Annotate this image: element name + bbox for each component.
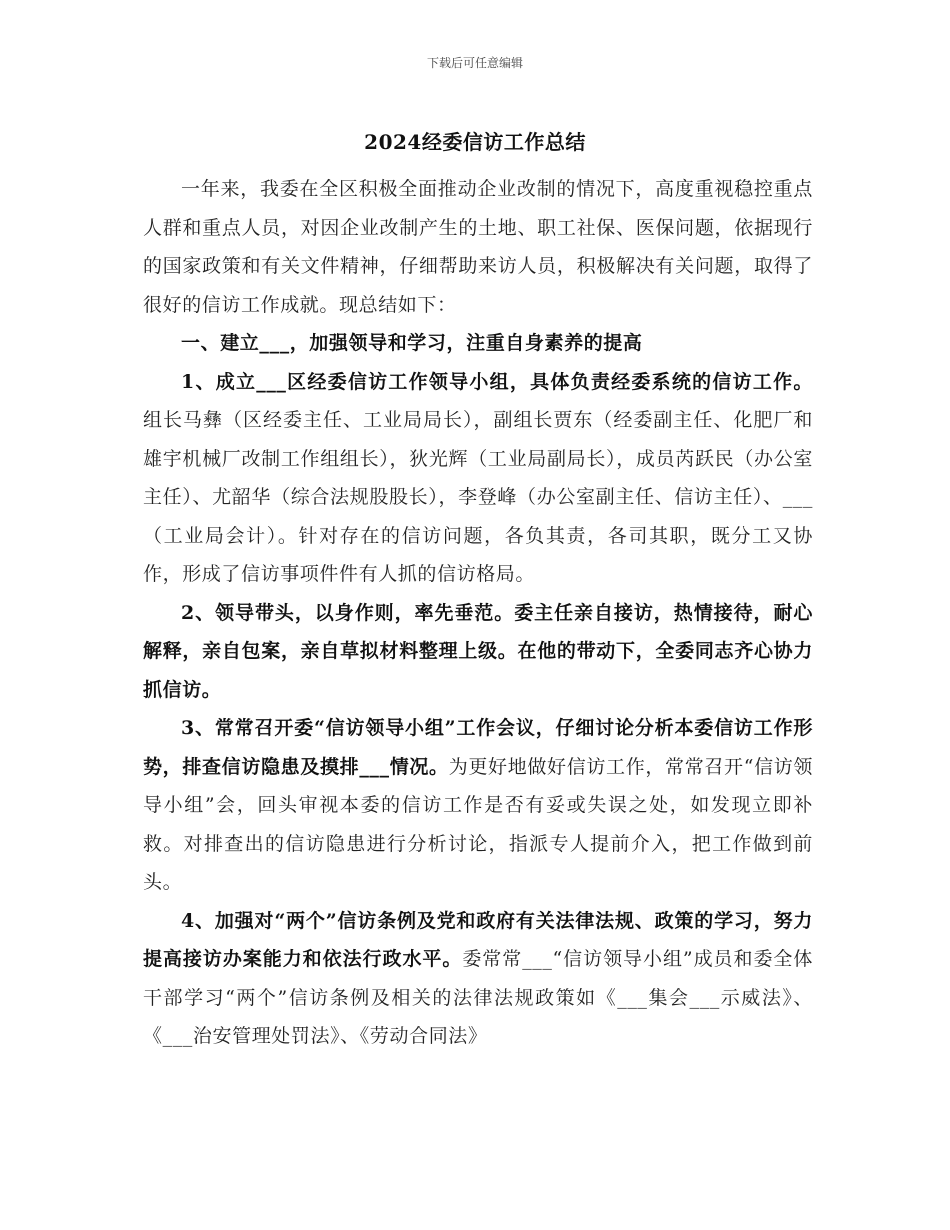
paragraph-3-body: 为更好地做好信访工作，常常召开“信访领导小组”会，回头审视本委的信访工作是否有妥或失误之处，如发现立即补救。对排查出的信访隐患进行分析讨论，指派专人提前介入，把工作做到前头。 xyxy=(143,755,814,893)
paragraph-4-body: 委常常___“信访领导小组”成员和委全体干部学习“两个”信访条例及相关的法律法规政策如《___集会___示威法》、《___治安管理处罚法》、《劳动合同法》 xyxy=(143,948,813,1047)
paragraph-1-body: 组长马彝（区经委主任、工业局局长），副组长贾东（经委副主任、化肥厂和雄宇机械厂改制工作组组长），狄光辉（工业局副局长），成员芮跃民（办公室主任）、尤韶华（综合法规股股长），李登峰（办公室副主任、信访主任）、___（工业局会计）。针对存在的信访问题，各负其责，各司其职，既分工又协作，形成了信访事项件件有人抓的信访格局。 xyxy=(143,409,813,585)
header-note: 下载后可任意编辑 xyxy=(426,56,523,70)
paragraph-4 xyxy=(143,902,813,1056)
intro-paragraph: 一年来，我委在全区积极全面推动企业改制的情况下，高度重视稳控重点人群和重点人员，对因企业改制产生的土地、职工社保、医保问题，依据现行的国家政策和有关文件精神，仔细帮助来访人员，积极解决有关问题，取得了很好的信访工作成就。现总结如下： xyxy=(143,178,813,316)
document-body xyxy=(143,170,813,1056)
paragraph-4-lead: 4、加强对“两个”信访条例及党和政府有关法律法规、政策的学习，努力提高接访办案能力和依法行政水平。 xyxy=(143,909,813,970)
paragraph-3 xyxy=(143,709,813,902)
paragraph-3-lead: 3、常常召开委“信访领导小组”工作会议，仔细讨论分析本委信访工作形势，排查信访隐患及摸排___情况。 xyxy=(143,717,813,778)
paragraph-2-lead: 2、领导带头，以身作则，率先垂范。委主任亲自接访，热情接待，耐心解释，亲自包案，亲自草拟材料整理上级。在他的带动下，全委同志齐心协力抓信访。 xyxy=(143,601,813,701)
section-heading: 一、建立___，加强领导和学习，注重自身素养的提高 xyxy=(181,332,643,354)
paragraph-2 xyxy=(143,594,813,710)
paragraph-1-lead: 1、成立___区经委信访工作领导小组，具体负责经委系统的信访工作。 xyxy=(181,370,813,393)
document-title: 2024经委信访工作总结 xyxy=(364,130,586,154)
paragraph-1 xyxy=(143,363,813,594)
